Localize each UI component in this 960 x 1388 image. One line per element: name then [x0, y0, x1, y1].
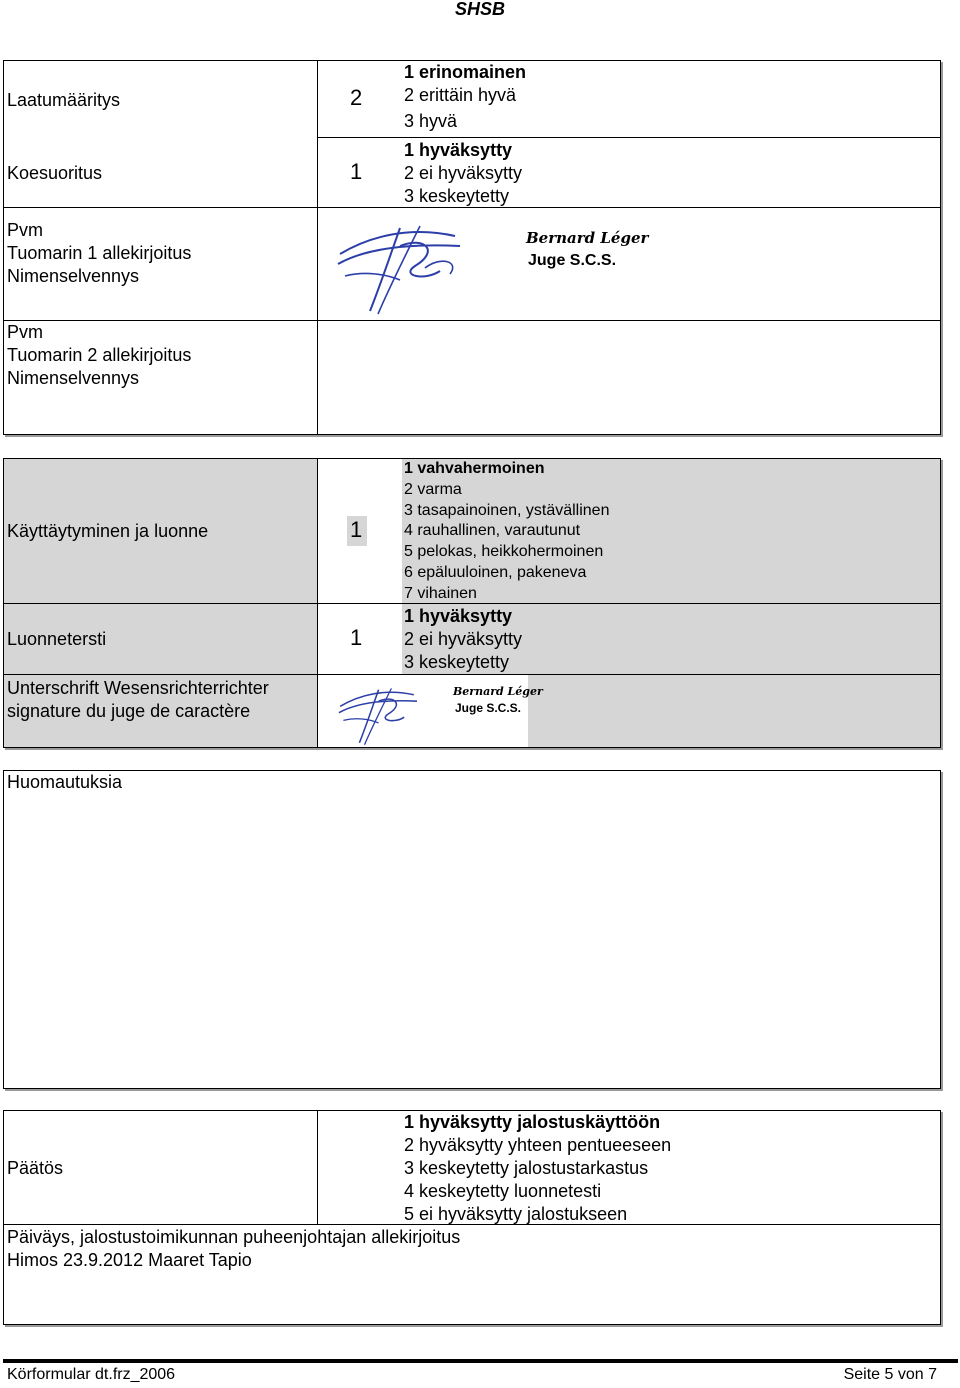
judge1-signature-image — [330, 216, 490, 316]
kaytt-option: 3 tasapainoinen, ystävällinen — [404, 501, 610, 519]
kaytt-option: 1 vahvahermoinen — [404, 460, 545, 477]
kaytt-option: 6 epäluuloinen, pakeneva — [404, 563, 587, 581]
stamp-title: Juge S.C.S. — [455, 701, 522, 715]
remarks-box — [3, 770, 941, 1089]
koe-label: Koesuoritus — [7, 163, 103, 183]
judge1-line: Tuomarin 1 allekirjoitus — [7, 243, 192, 263]
judge2-line: Tuomarin 2 allekirjoitus — [7, 345, 192, 365]
koe-option: 3 keskeytetty — [404, 186, 510, 206]
judge2-labels — [7, 321, 191, 390]
laatu-label: Laatumääritys — [7, 90, 121, 110]
kaytt-option: 2 varma — [404, 480, 462, 498]
decision-option: 5 ei hyväksytty jalostukseen — [404, 1204, 628, 1224]
judge1-line: Nimenselvennys — [7, 266, 140, 286]
laatu-option: 2 erittäin hyvä — [404, 85, 517, 105]
decision-option: 1 hyväksytty jalostuskäyttöön — [404, 1112, 661, 1132]
footer-right: Seite 5 von 7 — [843, 1366, 937, 1383]
luonne-label: Luonnetersti — [7, 629, 107, 649]
luonne-option: 2 ei hyväksytty — [404, 629, 523, 649]
decision-option: 4 keskeytetty luonnetesti — [404, 1181, 602, 1201]
footer-left: Körformular dt.frz_2006 — [7, 1366, 176, 1383]
judge1-line: Pvm — [7, 220, 43, 240]
kaytt-option: 4 rauhallinen, varautunut — [404, 522, 581, 540]
koe-options — [404, 139, 522, 208]
koe-option: 2 ei hyväksytty — [404, 163, 523, 183]
kaytt-options — [404, 459, 609, 605]
luonne-value: 1 — [350, 625, 363, 650]
kaytt-option: 7 vihainen — [404, 584, 477, 602]
sig2-line: Unterschrift Wesensrichterrichter — [7, 678, 269, 698]
stamp-name: Bernard Léger — [526, 229, 649, 247]
decision-option: 2 hyväksytty yhteen pentueeseen — [404, 1135, 672, 1155]
laatu-option: 3 hyvä — [404, 111, 458, 131]
judge2-line: Nimenselvennys — [7, 368, 140, 388]
footer-rule — [3, 1359, 958, 1363]
luonne-options — [404, 605, 522, 674]
decision-label: Päätös — [7, 1158, 64, 1178]
kaytt-value: 1 — [350, 517, 363, 542]
kaytt-option: 5 pelokas, heikkohermoinen — [404, 543, 604, 561]
decision-option: 3 keskeytetty jalostustarkastus — [404, 1158, 649, 1178]
laatu-options — [404, 61, 526, 133]
stamp-title: Juge S.C.S. — [528, 252, 617, 269]
judge1-stamp — [524, 226, 649, 274]
judge1-labels — [7, 219, 191, 288]
sig2-labels — [7, 677, 269, 723]
luonne-option: 3 keskeytetty — [404, 652, 510, 672]
luonne-option: 1 hyväksytty — [404, 606, 513, 626]
decision-options — [404, 1111, 671, 1226]
kaytt-label: Käyttäytyminen ja luonne — [7, 521, 209, 541]
koe-option: 1 hyväksytty — [404, 140, 513, 160]
page-header-title: SHSB — [454, 0, 505, 19]
remarks-label: Huomautuksia — [7, 772, 123, 792]
laatu-option: 1 erinomainen — [404, 62, 527, 82]
judge2-stamp — [452, 684, 543, 724]
sig2-line: signature du juge de caractère — [7, 701, 251, 721]
koe-value: 1 — [350, 159, 363, 184]
judge2-signature-image — [330, 682, 440, 746]
laatu-value: 2 — [350, 85, 363, 110]
decision-date-value: Himos 23.9.2012 Maaret Tapio — [7, 1250, 252, 1270]
judge2-line: Pvm — [7, 322, 43, 342]
decision-date-label: Päiväys, jalostustoimikunnan puheenjohtajan allekirjoitus — [7, 1227, 461, 1247]
stamp-name: Bernard Léger — [453, 685, 543, 698]
